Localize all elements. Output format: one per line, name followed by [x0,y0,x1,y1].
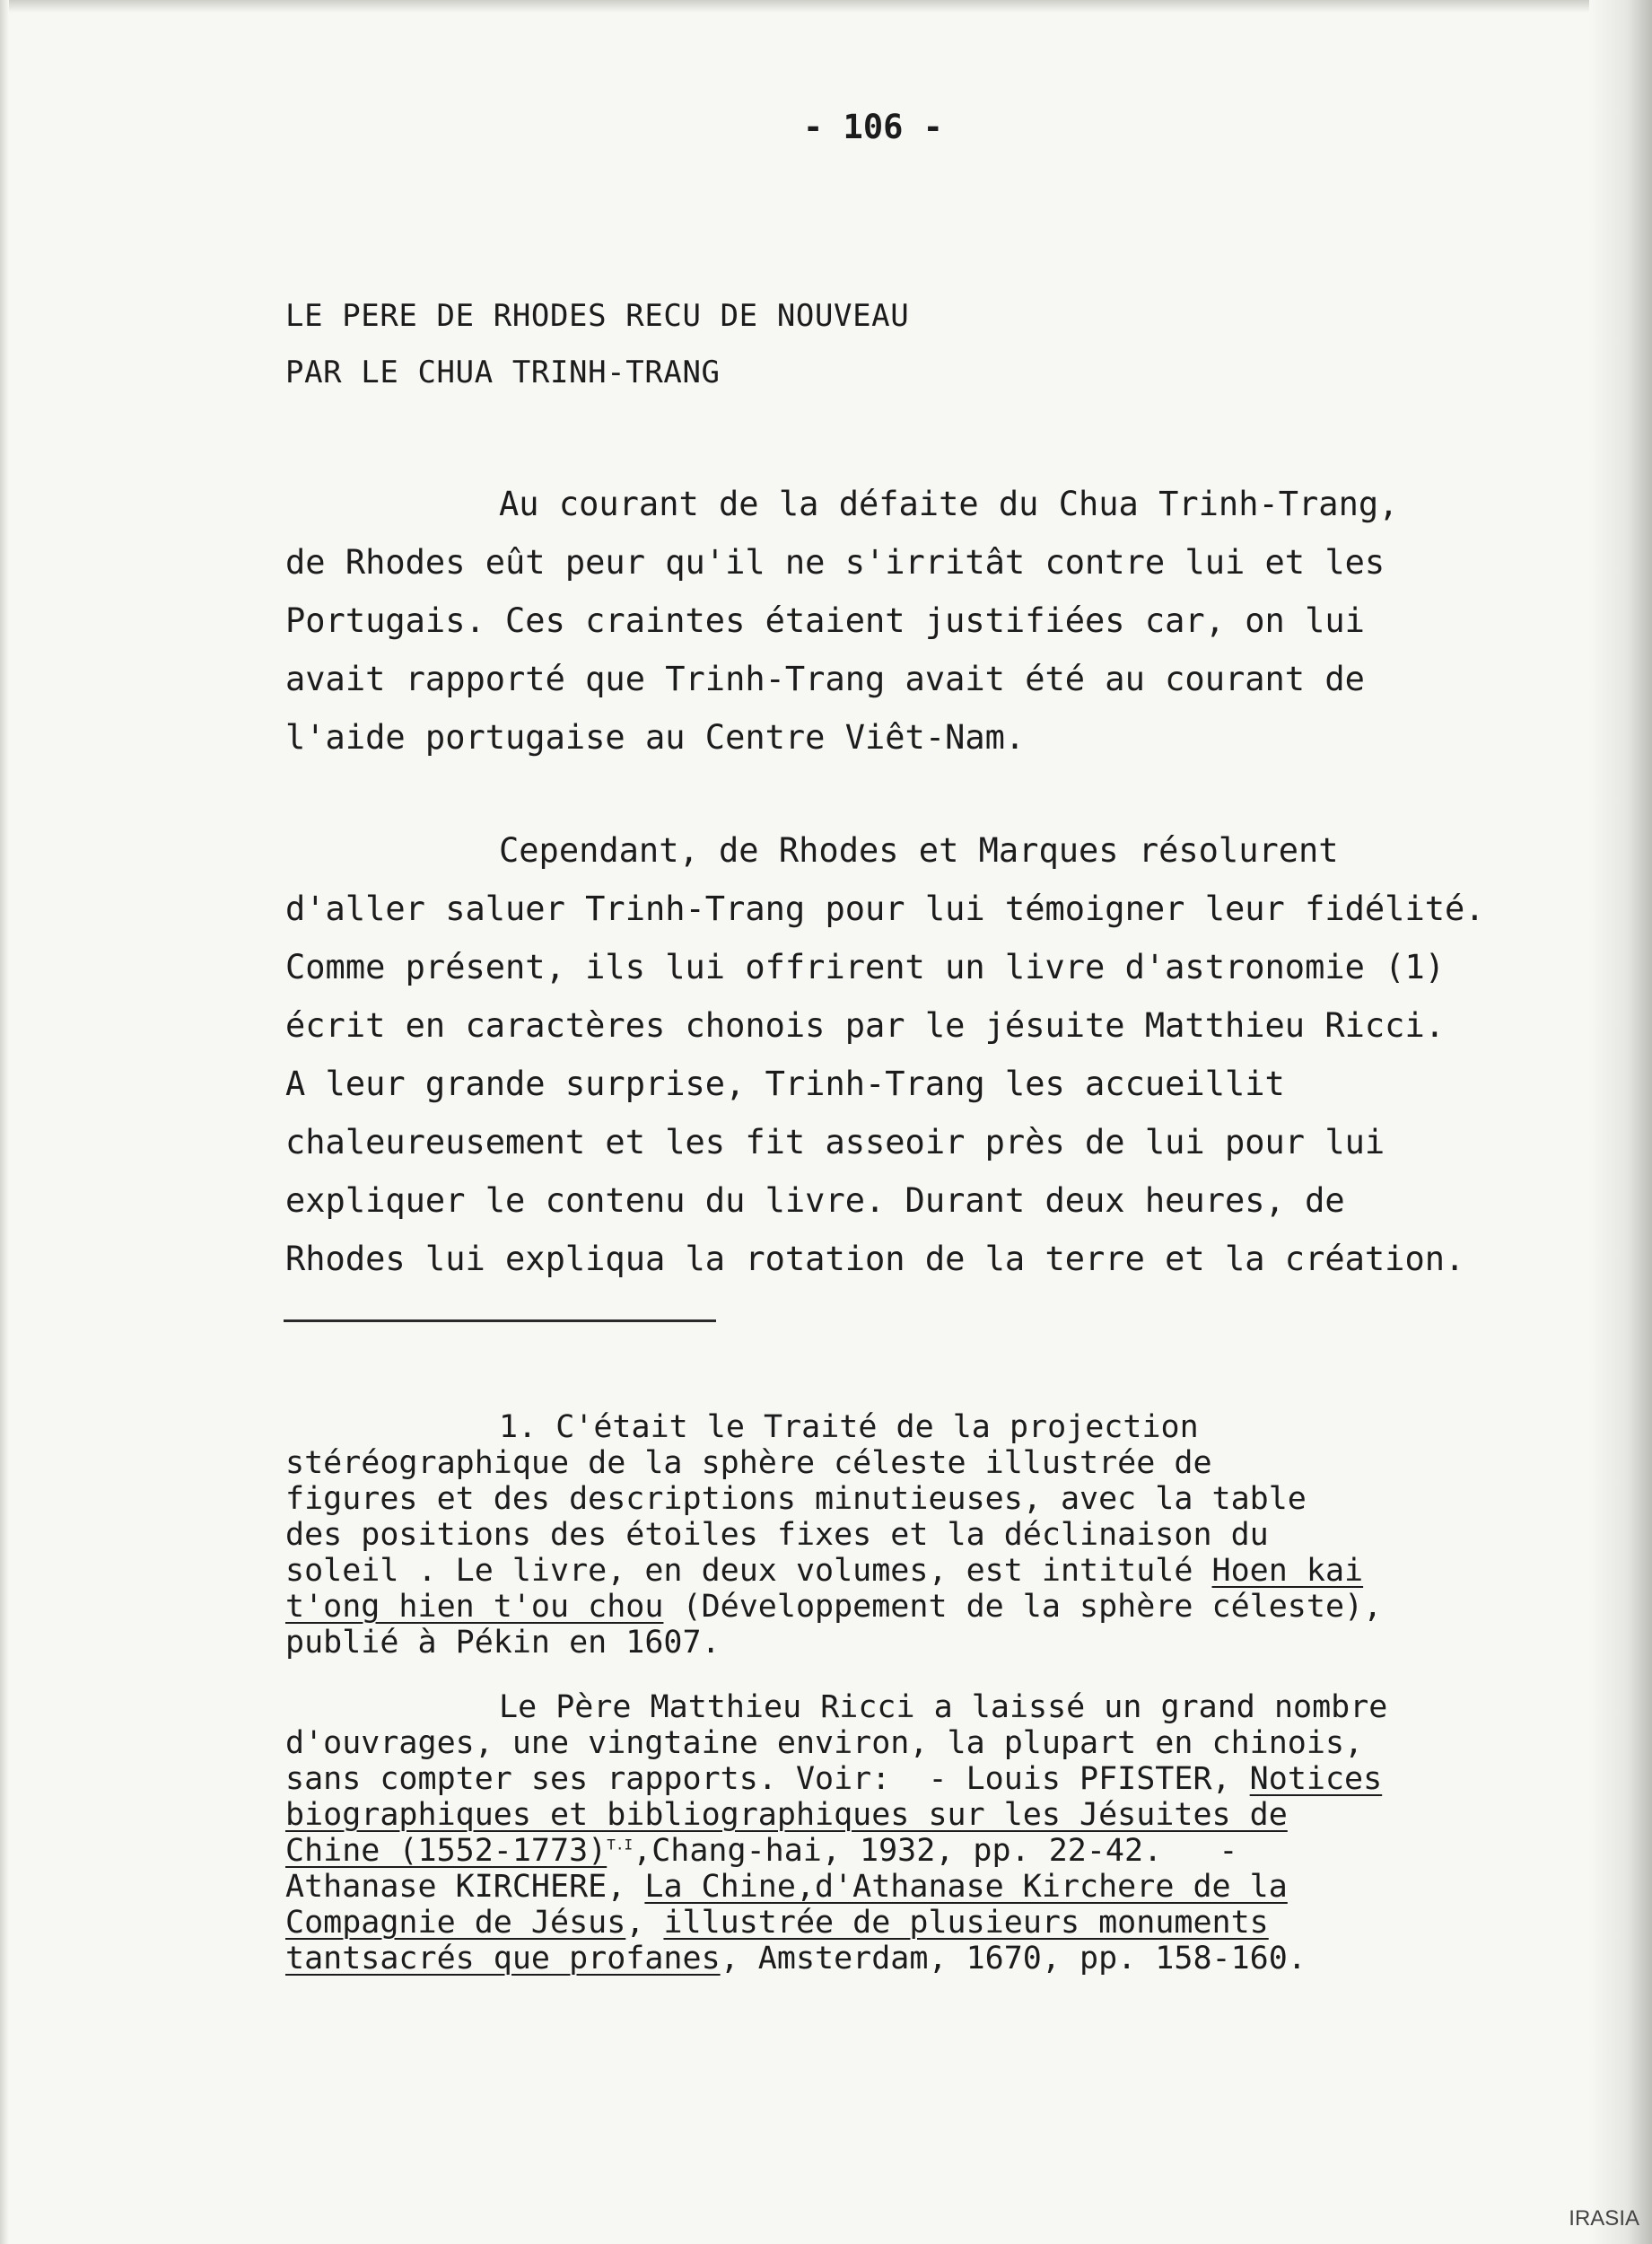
book-title: La Chine,d'Athanase Kirchere de la [644,1869,1288,1905]
footnote-line: stéréographique de la sphère céleste illustrée de [285,1445,1212,1481]
footnote-line [285,1761,1382,1797]
page-number: - 106 - [803,108,943,146]
footnote-text: Athanase KIRCHERE, [285,1869,645,1905]
footnote-line [285,1905,1269,1941]
body-line: Comme présent, ils lui offrirent un livre d'astronomie (1) [285,948,1446,986]
footnote-text: (Développement de la sphère céleste), [663,1589,1383,1625]
book-title: t'ong hien t'ou chou [285,1589,664,1625]
book-title: Compagnie de Jésus [285,1905,626,1941]
body-line: expliquer le contenu du livre. Durant deux heures, de [285,1181,1345,1220]
footnote-text: soleil . Le livre, en deux volumes, est intitulé [285,1553,1212,1589]
body-line: l'aide portugaise au Centre Viêt-Nam. [285,718,1026,757]
footnote-line [285,1797,1288,1833]
watermark: IRASIA [1569,2206,1639,2231]
body-line: de Rhodes eût peur qu'il ne s'irritât contre lui et les [285,543,1385,582]
body-line: écrit en caractères chonois par le jésuite Matthieu Ricci. [285,1006,1446,1045]
body-line: d'aller saluer Trinh-Trang pour lui témoigner leur fidélité. [285,890,1485,928]
body-line: Au courant de la défaite du Chua Trinh-Trang, [499,485,1399,523]
book-title: illustrée de plusieurs monuments [663,1905,1269,1941]
handwritten-note: T.I [607,1836,634,1854]
body-line: avait rapporté que Trinh-Trang avait été au courant de [285,660,1365,698]
footnote-separator [284,1319,716,1322]
title-line-1: LE PERE DE RHODES RECU DE NOUVEAU [285,298,910,334]
footnote-text: , Amsterdam, 1670, pp. 158-160. [720,1941,1307,1977]
body-line: Portugais. Ces craintes étaient justifiées car, on lui [285,601,1365,640]
footnote-line: des positions des étoiles fixes et la déclinaison du [285,1517,1269,1553]
footnote-text: , [625,1905,664,1941]
body-line: chaleureusement et les fit asseoir près de lui pour lui [285,1123,1385,1161]
footnote-line [285,1833,1237,1869]
body-line: Cependant, de Rhodes et Marques résolurent [499,831,1339,870]
footnote-line [285,1869,1288,1905]
book-title: tantsacrés que profanes [285,1941,721,1977]
footnote-line: 1. C'était le Traité de la projection [499,1409,1199,1445]
book-title: Chine (1552-1773) [285,1833,607,1869]
title-line-2: PAR LE CHUA TRINH-TRANG [285,355,721,390]
footnote-text: sans compter ses rapports. Voir: - Louis PFISTER, [285,1761,1250,1797]
body-line: Rhodes lui expliqua la rotation de la terre et la création. [285,1240,1465,1278]
book-title: Notices [1249,1761,1383,1797]
footnote-line: Le Père Matthieu Ricci a laissé un grand nombre [499,1689,1388,1725]
book-title: Hoen kai [1211,1553,1364,1589]
body-line: A leur grande surprise, Trinh-Trang les accueillit [285,1065,1285,1103]
footnote-line [285,1553,1363,1589]
footnote-line: figures et des descriptions minutieuses, avec la table [285,1481,1307,1517]
page-edge-shadow-left [0,0,9,2244]
footnote-line [285,1589,1382,1625]
page-edge-shadow-right [1589,0,1652,2244]
footnote-line [285,1941,1307,1977]
book-title: biographiques et bibliographiques sur les Jésuites de [285,1797,1288,1833]
footnote-text: ,Chang-hai, 1932, pp. 22-42. - [633,1833,1238,1869]
page-edge-shadow-top [0,0,1652,13]
footnote-line: publié à Pékin en 1607. [285,1625,721,1661]
footnote-line: d'ouvrages, une vingtaine environ, la plupart en chinois, [285,1725,1364,1761]
